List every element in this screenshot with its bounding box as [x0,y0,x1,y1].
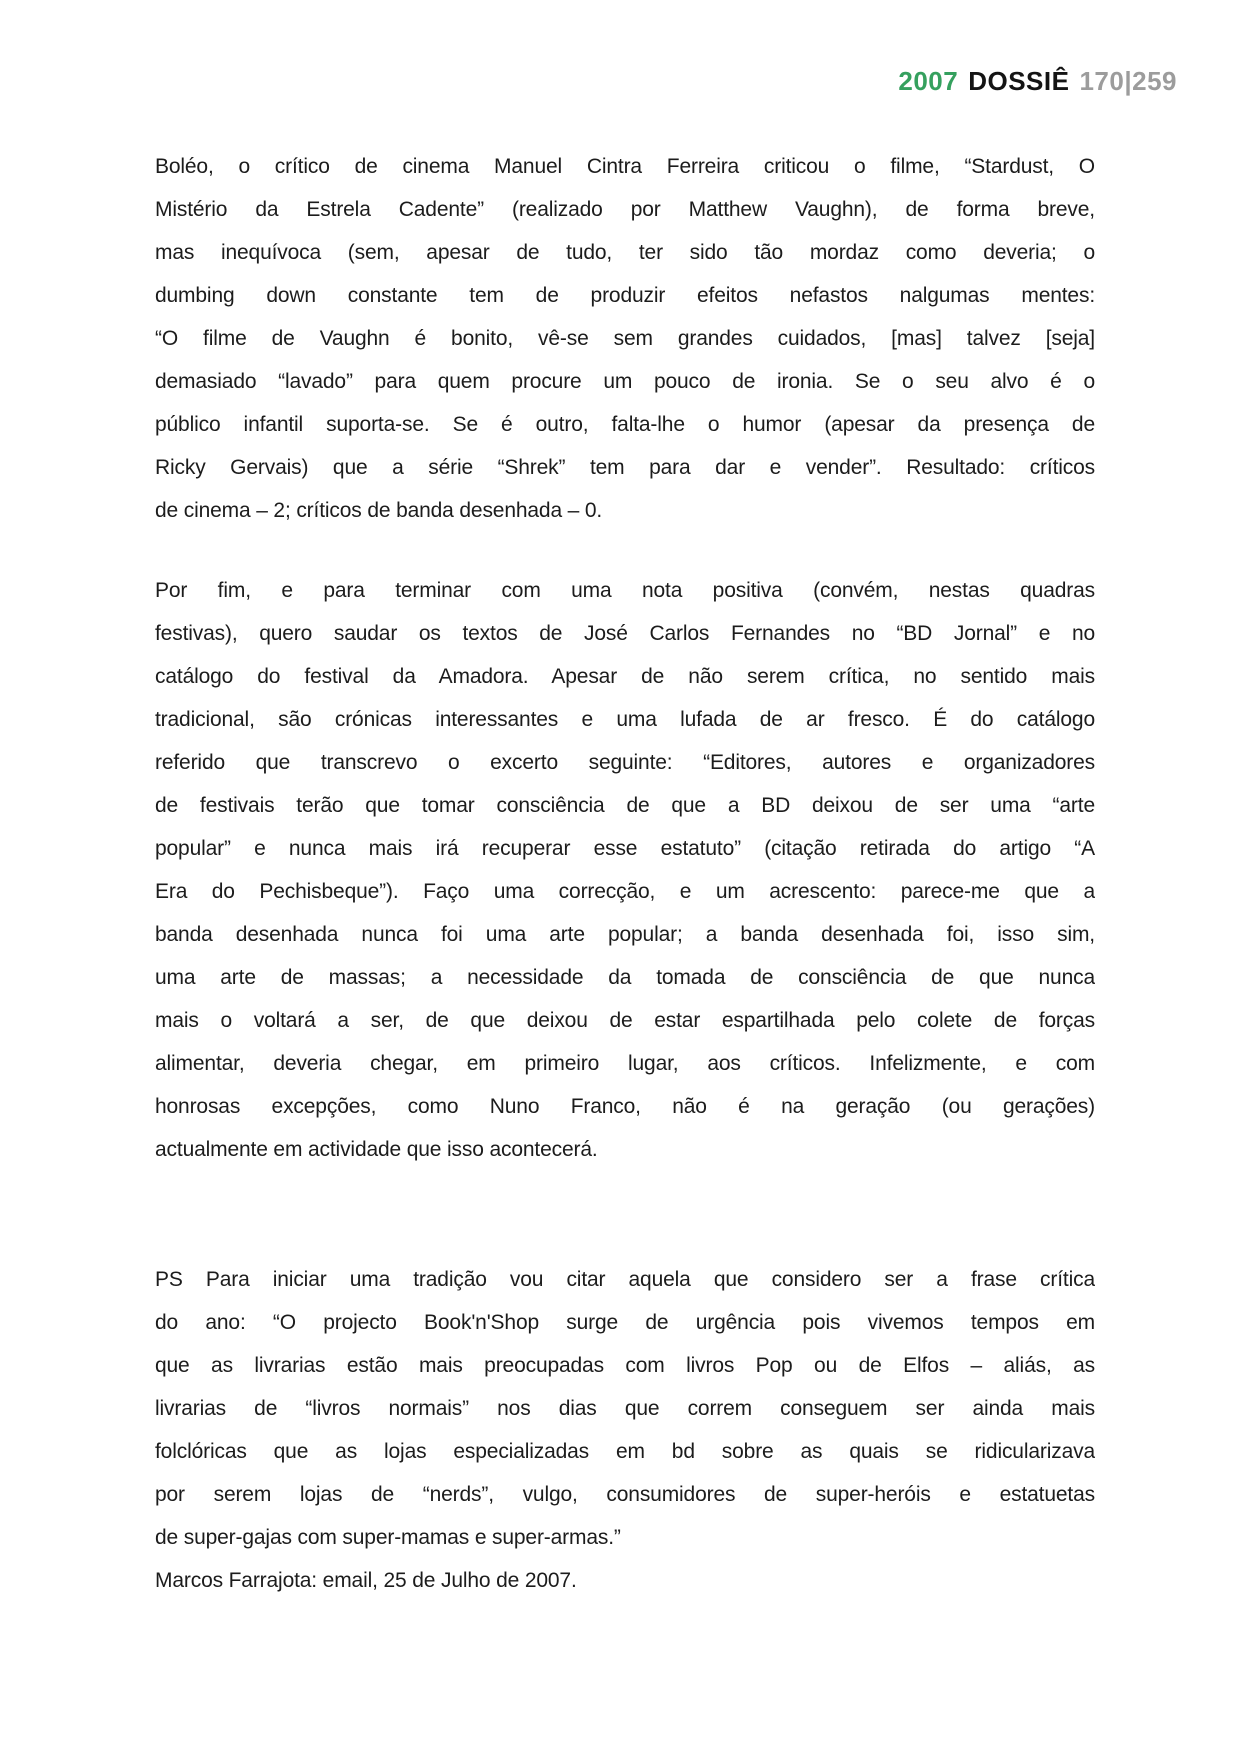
paragraph-postscript [155,1258,1095,1602]
text-line: de festivais terão que tomar consciência de que a BD deixou de ser uma “arte [155,794,1095,817]
text-line: Era do Pechisbeque”). Faço uma correcção, e um acrescento: parece-me que a [155,880,1095,903]
text-line: Mistério da Estrela Cadente” (realizado por Matthew Vaughn), de forma breve, [155,198,1095,221]
text-line: folclóricas que as lojas especializadas em bd sobre as quais se ridicularizava [155,1440,1095,1463]
text-line: uma arte de massas; a necessidade da tomada de consciência de que nunca [155,966,1095,989]
text-line: alimentar, deveria chegar, em primeiro lugar, aos críticos. Infelizmente, e com [155,1052,1095,1075]
text-line: actualmente em actividade que isso acontecerá. [155,1138,598,1161]
text-line: livrarias de “livros normais” nos dias que correm conseguem ser ainda mais [155,1397,1095,1420]
text-line: mais o voltará a ser, de que deixou de estar espartilhada pelo colete de forças [155,1009,1095,1032]
document-body [155,145,1095,1602]
text-line: tradicional, são crónicas interessantes e uma lufada de ar fresco. É do catálogo [155,708,1095,731]
signature-line: Marcos Farrajota: email, 25 de Julho de 2007. [155,1569,577,1592]
text-line: banda desenhada nunca foi uma arte popular; a banda desenhada foi, isso sim, [155,923,1095,946]
text-line: Por fim, e para terminar com uma nota positiva (convém, nestas quadras [155,579,1095,602]
text-line: dumbing down constante tem de produzir efeitos nefastos nalgumas mentes: [155,284,1095,307]
text-line: que as livrarias estão mais preocupadas com livros Pop ou de Elfos – aliás, as [155,1354,1095,1377]
text-line: “O filme de Vaughn é bonito, vê-se sem grandes cuidados, [mas] talvez [seja] [155,327,1095,350]
text-line: demasiado “lavado” para quem procure um pouco de ironia. Se o seu alvo é o [155,370,1095,393]
text-line: Boléo, o crítico de cinema Manuel Cintra Ferreira criticou o filme, “Stardust, O [155,155,1095,178]
text-line: do ano: “O projecto Book'n'Shop surge de urgência pois vivemos tempos em [155,1311,1095,1334]
text-line: de cinema – 2; críticos de banda desenhada – 0. [155,499,603,522]
text-line: mas inequívoca (sem, apesar de tudo, ter sido tão mordaz como deveria; o [155,241,1095,264]
text-line: popular” e nunca mais irá recuperar esse estatuto” (citação retirada do artigo “A [155,837,1095,860]
text-line: festivas), quero saudar os textos de José Carlos Fernandes no “BD Jornal” e no [155,622,1095,645]
paragraph-positive-note [155,569,1095,1171]
page-header [898,66,1177,97]
text-line: referido que transcrevo o excerto seguinte: “Editores, autores e organizadores [155,751,1095,774]
header-section-label: DOSSIÊ [968,66,1070,96]
text-line: PS Para iniciar uma tradição vou citar aquela que considero ser a frase crítica [155,1268,1095,1291]
text-line: catálogo do festival da Amadora. Apesar de não serem crítica, no sentido mais [155,665,1095,688]
header-year: 2007 [898,66,959,96]
text-line: honrosas excepções, como Nuno Franco, não é na geração (ou gerações) [155,1095,1095,1118]
text-line: de super-gajas com super-mamas e super-armas.” [155,1526,621,1549]
text-line: por serem lojas de “nerds”, vulgo, consumidores de super-heróis e estatuetas [155,1483,1095,1506]
header-page-numbers: 170|259 [1079,66,1177,96]
text-line: público infantil suporta-se. Se é outro, falta-lhe o humor (apesar da presença de [155,413,1095,436]
paragraph-film-criticism [155,145,1095,532]
text-line: Ricky Gervais) que a série “Shrek” tem para dar e vender”. Resultado: críticos [155,456,1095,479]
